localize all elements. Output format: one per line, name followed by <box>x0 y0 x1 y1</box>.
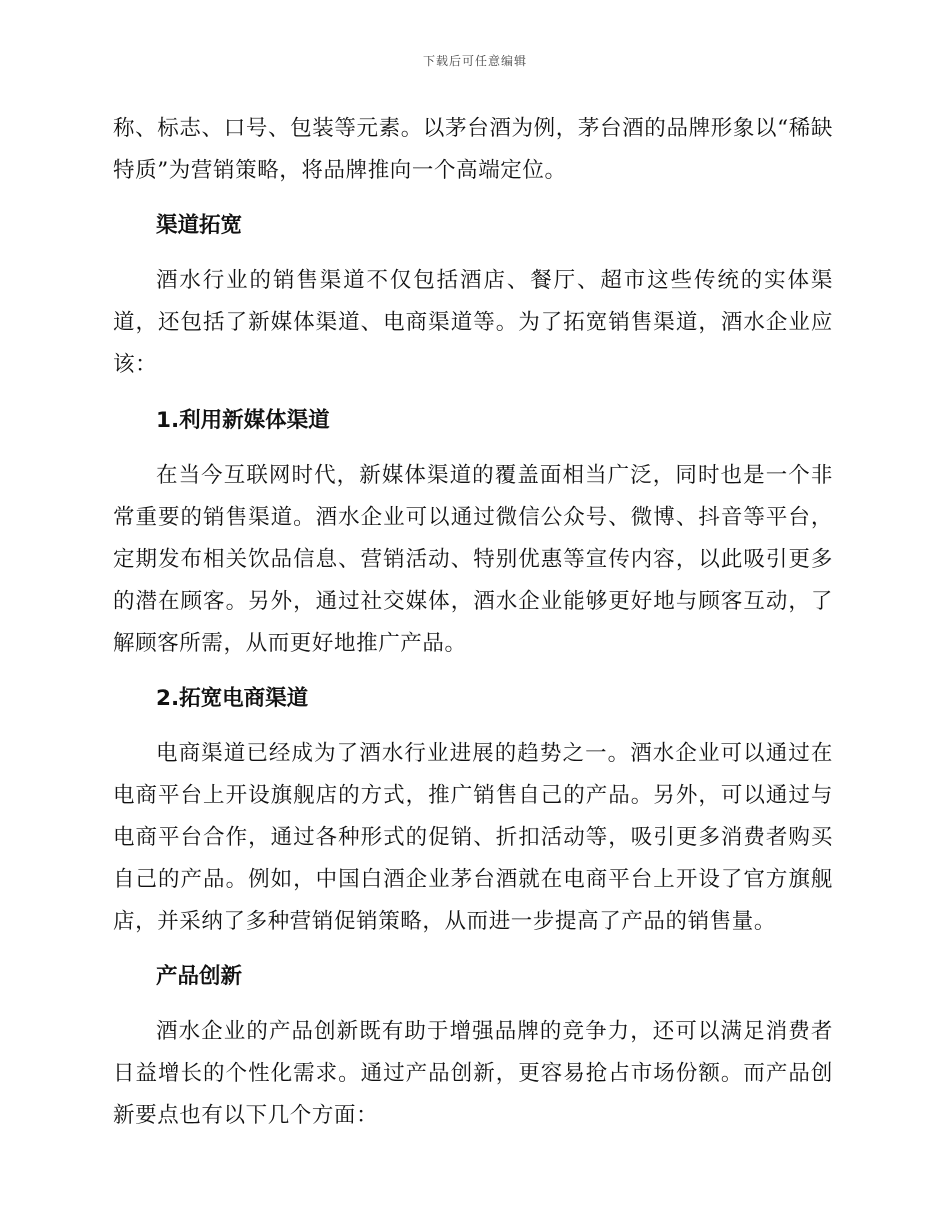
heading-new-media: 1.利用新媒体渠道 <box>156 408 330 433</box>
heading-ecommerce: 2.拓宽电商渠道 <box>156 686 309 711</box>
paragraph-new-media: 在当今互联网时代，新媒体渠道的覆盖面相当广泛，同时也是一个非常重要的销售渠道。酒水企业可以通过微信公众号、微博、抖音等平台，定期发布相关饮品信息、营销活动、特别优惠等宣传内容，以此吸引更多的潜在顾客。另外，通过社交媒体，酒水企业能够更好地与顾客互动，了解顾客所需，从而更好地推广产品。 <box>113 463 833 656</box>
paragraph-sales-channels: 酒水行业的销售渠道不仅包括酒店、餐厅、超市这些传统的实体渠道，还包括了新媒体渠道、电商渠道等。为了拓宽销售渠道，酒水企业应该： <box>113 268 833 377</box>
heading-product-innovation: 产品创新 <box>156 964 243 989</box>
paragraph-product-innovation: 酒水企业的产品创新既有助于增强品牌的竞争力，还可以满足消费者日益增长的个性化需求。通过产品创新，更容易抢占市场份额。而产品创新要点也有以下几个方面： <box>113 1019 833 1128</box>
document-body <box>113 108 833 1137</box>
page-header: 下载后可任意编辑 <box>422 54 527 68</box>
paragraph-brand-image: 称、标志、口号、包装等元素。以茅台酒为例，茅台酒的品牌形象以“稀缺特质”为营销策略，将品牌推向一个高端定位。 <box>113 116 833 183</box>
paragraph-ecommerce: 电商渠道已经成为了酒水行业进展的趋势之一。酒水企业可以通过在电商平台上开设旗舰店的方式，推广销售自己的产品。另外，可以通过与电商平台合作，通过各种形式的促销、折扣活动等，吸引更多消费者购买自己的产品。例如，中国白酒企业茅台酒就在电商平台上开设了官方旗舰店，并采纳了多种营销促销策略，从而进一步提高了产品的销售量。 <box>113 741 833 934</box>
heading-channel-expansion: 渠道拓宽 <box>156 213 243 238</box>
